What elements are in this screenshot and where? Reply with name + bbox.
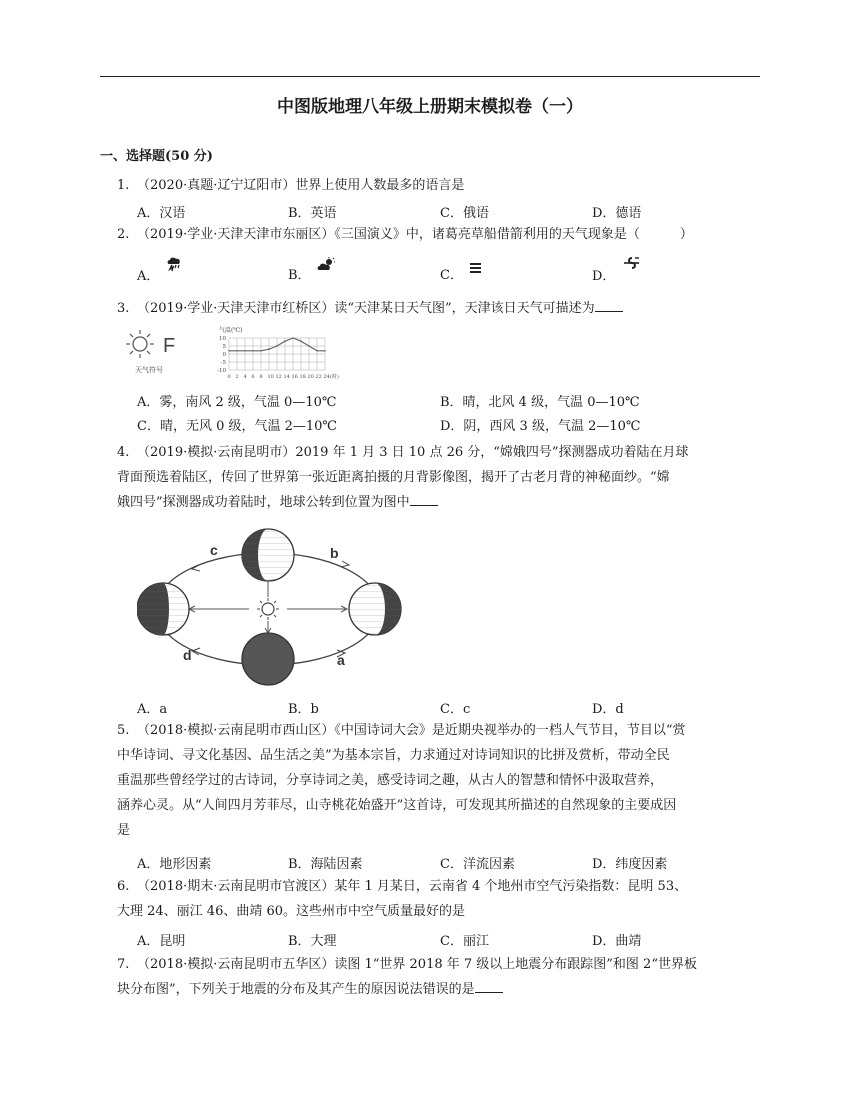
options-3 <box>137 391 762 413</box>
sandstorm-icon <box>622 256 640 272</box>
x-tick-label: 8 <box>259 374 263 380</box>
question-text-line3: 娥四号”探测器成功着陆时，地球公转到位置为图中 <box>117 495 410 510</box>
label-d: d <box>183 647 192 663</box>
question-text: （2020·真题·辽宁辽阳市）世界上使用人数最多的语言是 <box>137 178 465 193</box>
question-number: 3. <box>117 301 130 316</box>
option-c[interactable]: C．洋流因素 <box>440 857 515 872</box>
x-tick-label: 22 <box>315 374 322 380</box>
weather-figure <box>125 324 345 386</box>
option-d[interactable]: D．阴，西风 3 级，气温 2—10℃ <box>440 419 641 434</box>
chart-grid <box>229 338 325 370</box>
fog-icon <box>469 262 483 274</box>
question-1 <box>117 173 762 198</box>
question-number: 5. <box>117 723 130 738</box>
x-tick-label: 12 <box>275 374 282 380</box>
chart-x-ticks <box>228 373 339 380</box>
sun-icon <box>257 598 279 620</box>
question-6 <box>117 874 762 924</box>
option-b[interactable]: B．英语 <box>288 206 337 221</box>
options-4 <box>137 698 762 720</box>
option-d[interactable]: D．曲靖 <box>592 934 642 949</box>
data-point <box>292 337 294 339</box>
option-a[interactable]: A．汉语 <box>137 206 186 221</box>
options-2 <box>137 264 762 286</box>
x-tick-label: 20 <box>307 374 314 380</box>
option-c[interactable]: C． <box>440 264 481 283</box>
data-point <box>300 340 302 342</box>
option-d[interactable]: D．德语 <box>592 206 642 221</box>
option-a[interactable]: A．雾，南风 2 级，气温 0—10℃ <box>137 395 337 410</box>
y-tick-label: -5 <box>220 360 226 366</box>
question-number: 4. <box>117 445 130 460</box>
options-1 <box>137 202 762 224</box>
option-d[interactable]: D．d <box>592 702 624 717</box>
option-a[interactable]: A．a <box>137 702 168 717</box>
data-point <box>236 350 238 352</box>
question-text-line2: 块分布图”，下列关于地震的分布及其产生的原因说法错误的是 <box>117 982 475 997</box>
storm-rain-icon <box>166 256 182 272</box>
earth-left <box>137 583 189 635</box>
option-c[interactable]: C．晴，无风 0 级，气温 2—10℃ <box>137 419 337 434</box>
label-c: c <box>210 542 218 558</box>
data-point <box>260 350 262 352</box>
question-text-line2: 中华诗词、寻文化基因、品生活之美”为基本宗旨，力求通过对诗词知识的比拼及赏析，带动全民 <box>117 748 670 763</box>
data-point <box>316 350 318 352</box>
question-number: 6. <box>117 879 130 894</box>
wind-symbol-letter: F <box>163 335 176 357</box>
symbol-caption: 天气符号 <box>135 366 163 374</box>
option-d[interactable]: D．纬度因素 <box>592 857 668 872</box>
y-tick-label: 0 <box>222 352 226 358</box>
sun-symbol <box>126 330 154 358</box>
option-c[interactable]: C．丽江 <box>440 934 489 949</box>
question-text-line1: （2019·模拟·云南昆明市）2019 年 1 月 3 日 10 点 26 分，“嫦娥四号”探测器成功着陆在月球 <box>137 445 689 460</box>
question-text-line1: （2018·模拟·云南昆明市西山区）《中国诗词大会》是近期央视举办的一档人气节目，节目以“赏 <box>137 723 686 738</box>
option-b[interactable]: B．晴，北风 4 级，气温 0—10℃ <box>440 395 640 410</box>
data-point <box>308 345 310 347</box>
data-point <box>268 348 270 350</box>
y-tick-label: 5 <box>222 344 226 350</box>
answer-blank[interactable] <box>410 493 438 506</box>
option-a[interactable]: A．昆明 <box>137 934 186 949</box>
x-tick-label: 10 <box>267 374 274 380</box>
x-tick-label: 24(时) <box>323 374 339 380</box>
question-text: （2019·学业·天津天津市红桥区）读“天津某日天气图”，天津该日天气可描述为 <box>137 301 595 316</box>
question-3 <box>117 296 762 321</box>
earth-right <box>349 583 401 635</box>
cloudy-sun-icon <box>317 257 335 271</box>
data-point <box>244 350 246 352</box>
chart-y-ticks <box>217 336 226 374</box>
label-a: a <box>337 652 345 668</box>
answer-blank[interactable] <box>475 980 503 993</box>
option-a[interactable]: A． <box>137 264 180 284</box>
data-point <box>276 345 278 347</box>
question-7 <box>117 952 762 1002</box>
option-b[interactable]: B．大理 <box>288 934 337 949</box>
x-tick-label: 4 <box>243 374 247 380</box>
data-point <box>252 350 254 352</box>
chart-ylabel: 气温(℃) <box>219 327 243 334</box>
options-6 <box>137 930 762 952</box>
section-heading: 一、选择题(50 分) <box>100 149 213 164</box>
question-number: 2. <box>117 227 130 242</box>
answer-blank[interactable] <box>595 299 623 312</box>
question-text-line3: 重温那些曾经学过的古诗词，分享诗词之美，感受诗词之趣，从古人的智慧和情怀中汲取营养， <box>117 773 664 788</box>
options-5 <box>137 853 762 875</box>
question-text-line1: （2018·期末·云南昆明市官渡区）某年 1 月某日，云南省 4 个地州市空气污染指数：昆明 53、 <box>137 879 688 894</box>
question-text-line1: （2018·模拟·云南昆明市五华区）读图 1“世界 2018 年 7 级以上地震分布跟踪图”和图 2“世界板 <box>137 957 697 972</box>
x-tick-label: 14 <box>283 374 290 380</box>
data-point <box>284 340 286 342</box>
question-number: 7. <box>117 957 130 972</box>
x-tick-label: 0 <box>227 374 231 380</box>
y-tick-label: 10 <box>219 336 226 342</box>
option-b[interactable]: B．b <box>288 702 319 717</box>
question-4 <box>117 440 762 515</box>
options-3b <box>137 415 762 437</box>
question-5 <box>117 718 762 843</box>
y-tick-label: -10 <box>217 368 226 374</box>
question-text-line4: 涵养心灵。从“人间四月芳菲尽，山寺桃花始盛开”这首诗，可发现其所描述的自然现象的主要成因 <box>117 798 677 813</box>
question-text-line2: 大理 24、丽江 46、曲靖 60。这些州市中空气质量最好的是 <box>117 904 466 919</box>
question-text-line5: 是 <box>117 823 131 838</box>
option-d[interactable]: D． <box>592 264 638 284</box>
data-point <box>228 350 230 352</box>
earth-bottom <box>242 633 294 685</box>
data-point <box>324 350 326 352</box>
top-rule <box>100 76 760 77</box>
label-b: b <box>330 545 339 561</box>
option-b[interactable]: B．海陆因素 <box>288 857 363 872</box>
option-b[interactable]: B． <box>288 264 333 283</box>
option-c[interactable]: C．c <box>440 702 471 717</box>
x-tick-label: 18 <box>299 374 306 380</box>
page-title: 中图版地理八年级上册期末模拟卷（一） <box>277 97 583 117</box>
option-c[interactable]: C．俄语 <box>440 206 489 221</box>
earth-orbit-diagram <box>137 525 407 690</box>
earth-top <box>242 529 294 581</box>
question-2 <box>117 222 762 247</box>
question-text: （2019·学业·天津天津市东丽区）《三国演义》中，诸葛亮草船借箭利用的天气现象是（ <box>137 227 640 242</box>
x-tick-label: 6 <box>251 374 255 380</box>
question-number: 1. <box>117 178 130 193</box>
x-tick-label: 16 <box>291 374 298 380</box>
question-text-line2: 背面预选着陆区，传回了世界第一张近距离拍摄的月背影像图，揭开了古老月背的神秘面纱。“嫦 <box>117 470 670 485</box>
x-tick-label: 2 <box>235 374 239 380</box>
option-a[interactable]: A．地形因素 <box>137 857 212 872</box>
question-text-end: ） <box>679 227 693 242</box>
